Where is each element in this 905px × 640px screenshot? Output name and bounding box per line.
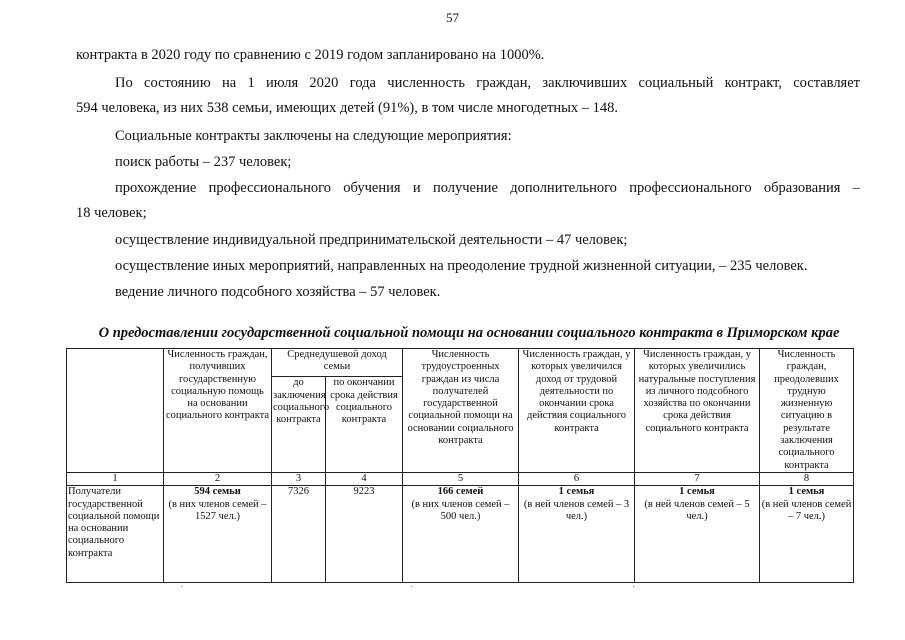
list-item-other-measures: осуществление иных мероприятий, направленных на преодоление трудной жизненной ситуации, – 235 человек.: [115, 258, 808, 274]
list-item-household: ведение личного подсобного хозяйства – 57 человек.: [115, 284, 441, 300]
header-income-before: до заключения социального контракта: [272, 377, 326, 473]
cell-income-before: 7326: [272, 486, 326, 583]
column-number: 2: [164, 472, 272, 485]
paragraph-1: контракта в 2020 году по сравнению с 2019 годом запланировано на 1000%.: [76, 47, 545, 63]
column-number: 5: [403, 472, 519, 485]
column-number: 4: [326, 472, 403, 485]
cell-income-increased-sub: (в ней членов семей – 3 чел.): [523, 498, 630, 522]
header-household-income-count: Численность граждан, у которых увеличились натуральные поступления из личного подсобного хозяйства по окончании срока действия социального контракта: [635, 349, 760, 473]
header-cell-empty: [67, 349, 164, 473]
list-item-entrepreneurship: осуществление индивидуальной предпринимательской деятельности – 47 человек;: [115, 232, 628, 248]
list-item-training-line-1: прохождение профессионального обучения и получение дополнительного профессионального образования –: [115, 180, 860, 196]
cell-employed: [403, 486, 519, 583]
cell-recipients-main: 594 семьи: [194, 486, 241, 498]
cell-income-increased: [519, 486, 635, 583]
cell-employed-main: 166 семей: [437, 486, 484, 498]
scan-speck: ·: [180, 582, 184, 593]
cell-household-income-main: 1 семья: [679, 486, 715, 498]
column-number: 8: [760, 472, 854, 485]
column-number: 6: [519, 472, 635, 485]
scan-speck: ·: [632, 582, 636, 593]
header-recipients-count: Численность граждан, получивших государственную социальную помощь на основании социального контракта: [164, 349, 272, 473]
cell-overcame-hardship: [760, 486, 854, 583]
header-employed-count: Численность трудоустроенных граждан из числа получателей государственной социальной помощи на основании социального контракта: [403, 349, 519, 473]
column-number: 1: [67, 472, 164, 485]
paragraph-2-line-1: По состоянию на 1 июля 2020 года численность граждан, заключивших социальный контракт, составляет: [115, 75, 860, 91]
scan-speck: ·: [410, 582, 414, 593]
social-contract-table: [66, 348, 854, 583]
table-title: О предоставлении государственной социальной помощи на основании социального контракта в Приморском крае: [98, 325, 840, 341]
paragraph-2-line-2: 594 человека, из них 538 семьи, имеющих детей (91%), в том числе многодетных – 148.: [76, 100, 619, 116]
column-number: 3: [272, 472, 326, 485]
list-item-training-line-2: 18 человек;: [76, 205, 147, 221]
paragraph-3: Социальные контракты заключены на следующие мероприятия:: [115, 128, 512, 144]
cell-recipients: [164, 486, 272, 583]
header-overcame-hardship-count: Численность граждан, преодолевших трудную жизненную ситуацию в результате заключения социального контракта: [760, 349, 854, 473]
column-number-row: [67, 472, 854, 485]
cell-income-increased-main: 1 семья: [558, 486, 595, 498]
cell-overcame-hardship-main: 1 семья: [788, 486, 825, 498]
cell-recipients-sub: (в них членов семей – 1527 чел.): [168, 498, 267, 522]
row-label: Получатели государственной социальной помощи на основании социального контракта: [67, 486, 164, 583]
table-row: [67, 486, 854, 583]
cell-overcame-hardship-sub: (в ней членов семей – 7 чел.): [761, 498, 852, 522]
cell-household-income: [635, 486, 760, 583]
page-number: 57: [446, 10, 459, 25]
cell-employed-sub: (в них членов семей – 500 чел.): [411, 498, 510, 522]
header-income-after: по окончании срока действия социального контракта: [326, 377, 403, 473]
list-item-job-search: поиск работы – 237 человек;: [115, 154, 292, 170]
column-number: 7: [635, 472, 760, 485]
cell-income-after: 9223: [326, 486, 403, 583]
header-income-increased-count: Численность граждан, у которых увеличился доход от трудовой деятельности по окончании срока действия социального контракта: [519, 349, 635, 473]
header-average-income-group: Среднедушевой доход семьи: [272, 349, 403, 377]
cell-household-income-sub: (в ней членов семей – 5 чел.): [644, 498, 750, 522]
